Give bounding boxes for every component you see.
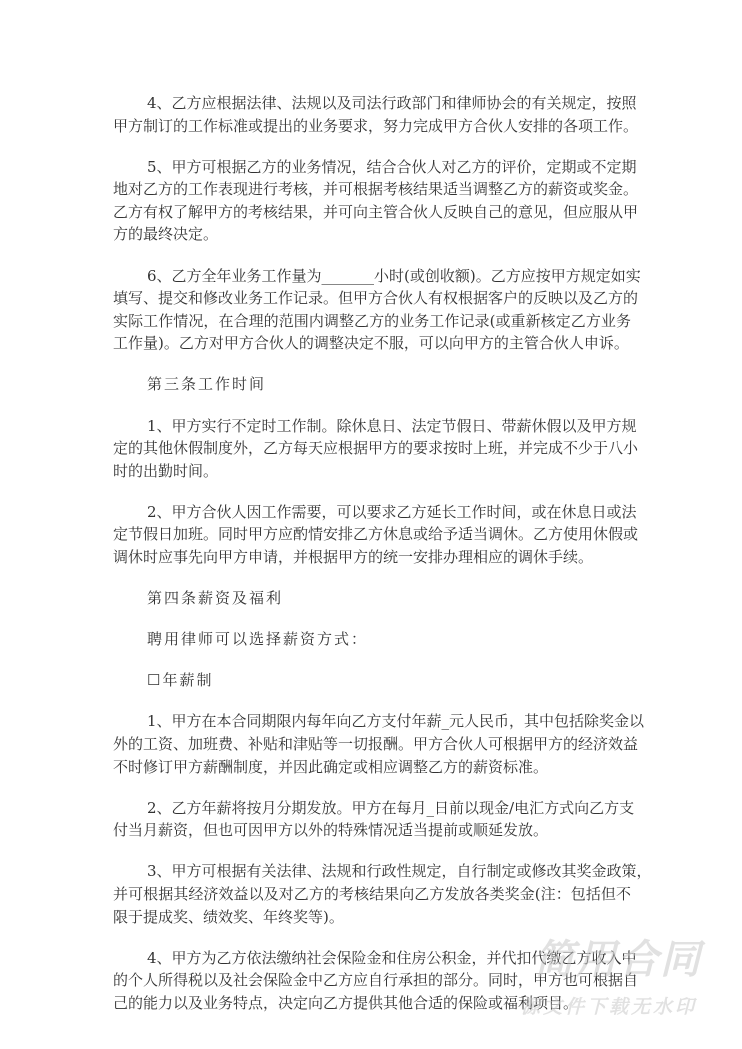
text-line: 乙方有权了解甲方的考核结果，并可向主管合伙人反映自己的意见，但应服从甲 xyxy=(113,202,639,221)
paragraph xyxy=(113,92,639,137)
paragraph xyxy=(113,860,652,928)
text-line: 定节假日加班。同时甲方应酌情安排乙方休息或给予适当调休。乙方使用休假或 xyxy=(113,525,639,544)
text-line: 调休时应事先向甲方申请，并根据甲方的统一安排办理相应的调休手续。 xyxy=(113,548,594,566)
text-line: 2、乙方年薪将按月分期发放。甲方在每月_日前以现金/电汇方式向乙方支 xyxy=(147,798,635,817)
text-line: 4、甲方为乙方依法缴纳社会保险金和住房公积金，并代扣代缴乙方收入中 xyxy=(147,948,637,967)
paragraph xyxy=(113,265,641,355)
paragraph xyxy=(113,710,645,778)
text-line: 地对乙方的工作表现进行考核，并可根据考核结果适当调整乙方的薪资或奖金。 xyxy=(113,180,639,199)
text-line: 限于提成奖、绩效奖、年终奖等)。 xyxy=(113,907,344,926)
text-line: 付当月薪资，但也可因甲方以外的特殊情况适当提前或顺延发放。 xyxy=(113,821,549,840)
paragraph xyxy=(113,797,635,842)
paragraph xyxy=(113,156,639,246)
text-line: 1、甲方在本合同期限内每年向乙方支付年薪_元人民币，其中包括除奖金以 xyxy=(147,712,645,731)
text-line: 工作量)。乙方对甲方合伙人的调整决定不服，可以向甲方的主管合伙人申诉。 xyxy=(113,334,629,353)
watermark-title: 简用合同 xyxy=(534,937,702,983)
text-line: 外的工资、加班费、补贴和津贴等一切报酬。甲方合伙人可根据甲方的经济效益 xyxy=(113,734,639,753)
text-line: 方的最终决定。 xyxy=(113,225,219,244)
text-line: 聘用律师可以选择薪资方式： xyxy=(147,630,369,649)
text-line: 定的其他休假制度外，乙方每天应根据甲方的要求按时上班，并完成不少于八小 xyxy=(113,439,639,458)
document-page xyxy=(113,92,652,1033)
text-line: 1、甲方实行不定时工作制。除休息日、法定节假日、带薪休假以及甲方规 xyxy=(147,416,637,435)
text-line: 时的出勤时间。 xyxy=(113,461,219,480)
text-line: 第三条工作时间 xyxy=(147,375,267,394)
text-line: 的个人所得税以及社会保险金中乙方应自行承担的部分。同时，甲方也可根据自 xyxy=(113,971,639,990)
section-heading xyxy=(113,669,631,692)
text-line: 并可根据其经济效益以及对乙方的考核结果向乙方发放各类奖金(注：包括但不 xyxy=(113,884,631,903)
text-line: 3、甲方可根据有关法律、法规和行政性规定，自行制定或修改其奖金政策， xyxy=(147,862,652,881)
text-line: 4、乙方应根据法律、法规以及司法行政部门和律师协会的有关规定，按照 xyxy=(147,94,637,112)
paragraph xyxy=(113,415,639,483)
paragraph xyxy=(113,501,639,569)
text-line: 5、甲方可根据乙方的业务情况，结合合伙人对乙方的评价，定期或不定期 xyxy=(147,157,637,176)
text-line: 第四条薪资及福利 xyxy=(147,589,284,608)
text-line: 2、甲方合伙人因工作需要，可以要求乙方延长工作时间，或在休息日或法 xyxy=(147,502,637,521)
text-line: 不时修订甲方薪酬制度，并因此确定或相应调整乙方的薪资标准。 xyxy=(113,757,549,776)
text-line: 填写、提交和修改业务工作记录。但甲方合伙人有权根据客户的反映以及乙方的 xyxy=(113,289,639,308)
text-line: 实际工作情况，在合理的范围内调整乙方的业务工作记录(或重新核定乙方业务 xyxy=(113,311,631,330)
watermark-subtitle: 源文件下载无水印 xyxy=(520,996,697,1018)
text-line: 己的能力以及业务特点，决定向乙方提供其他合适的保险或福利项目。 xyxy=(113,993,579,1012)
text-line: 甲方制订的工作标准或提出的业务要求，努力完成甲方合伙人安排的各项工作。 xyxy=(113,116,639,135)
text-line: ☐年薪制 xyxy=(147,671,214,690)
section-heading xyxy=(113,628,631,651)
section-heading xyxy=(113,373,631,396)
section-heading xyxy=(113,587,631,610)
text-line: 6、乙方全年业务工作量为_______小时(或创收额)。乙方应按甲方规定如实 xyxy=(147,266,641,285)
